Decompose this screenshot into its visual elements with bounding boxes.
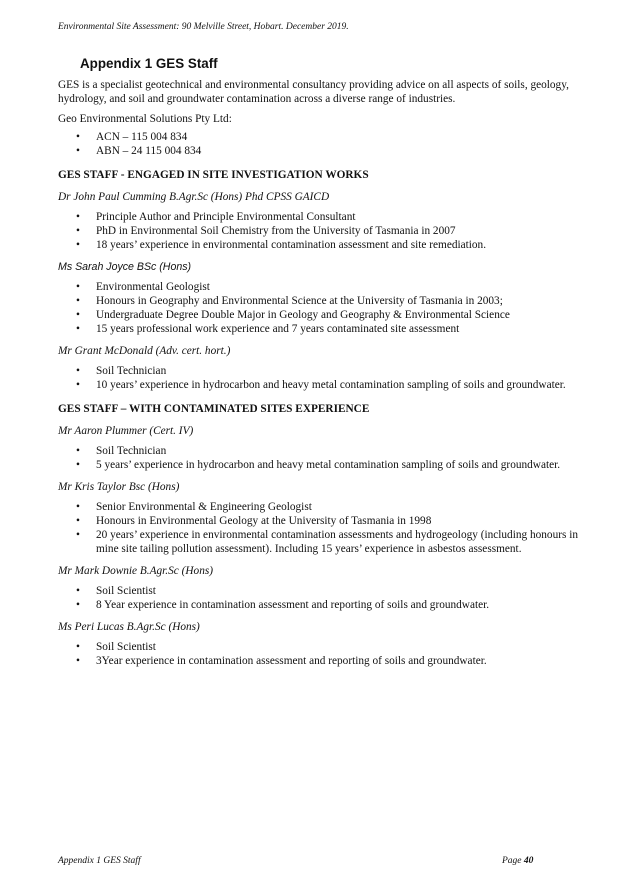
abn-item: • ABN – 24 115 004 834 (58, 144, 588, 158)
staff-detail-item: • Honours in Geography and Environmental Science at the University of Tasmania in 2003; (58, 294, 588, 308)
section-heading: GES STAFF – WITH CONTAMINATED SITES EXPERIENCE (58, 403, 370, 415)
document-body (58, 78, 588, 668)
staff-name: Mr Kris Taylor Bsc (Hons) (58, 481, 180, 493)
staff-detail-item: • Soil Scientist (58, 584, 588, 598)
section-heading: GES STAFF - ENGAGED IN SITE INVESTIGATION WORKS (58, 169, 369, 181)
page-number (502, 856, 533, 866)
staff-detail-item: • Soil Technician (58, 364, 588, 378)
staff-entry (58, 344, 588, 392)
staff-entry (58, 564, 588, 612)
staff-detail-item: • 5 years’ experience in hydrocarbon and heavy metal contamination sampling of soils and groundwater. (58, 458, 588, 472)
page-number-value: 40 (523, 856, 534, 866)
staff-detail-item: • Soil Scientist (58, 640, 588, 654)
staff-name: Mr Mark Downie B.Agr.Sc (Hons) (58, 565, 213, 577)
staff-entry (58, 424, 588, 472)
staff-name: Ms Sarah Joyce BSc (Hons) (58, 261, 192, 273)
staff-details-list (58, 280, 588, 336)
staff-name: Ms Peri Lucas B.Agr.Sc (Hons) (58, 621, 200, 633)
staff-name: Mr Grant McDonald (Adv. cert. hort.) (58, 345, 231, 357)
staff-details-list (58, 210, 588, 252)
staff-details-list (58, 640, 588, 668)
staff-detail-item: • Soil Technician (58, 444, 588, 458)
staff-detail-item: • Senior Environmental & Engineering Geologist (58, 500, 588, 514)
staff-detail-item: • Principle Author and Principle Environmental Consultant (58, 210, 588, 224)
intro-paragraph: GES is a specialist geotechnical and environmental consultancy providing advice on all aspects of soils, geology, hydrology, and soil and groundwater contamination across a diverse range of industries. (58, 79, 569, 105)
staff-detail-item: • 10 years’ experience in hydrocarbon and heavy metal contamination sampling of soils and groundwater. (58, 378, 588, 392)
staff-entry (58, 190, 588, 252)
staff-entry (58, 260, 588, 336)
staff-details-list (58, 364, 588, 392)
staff-detail-item: • 15 years professional work experience and 7 years contaminated site assessment (58, 322, 588, 336)
footer-title: Appendix 1 GES Staff (58, 856, 141, 866)
running-header: Environmental Site Assessment: 90 Melville Street, Hobart. December 2019. (58, 22, 349, 32)
staff-details-list (58, 584, 588, 612)
staff-name: Mr Aaron Plummer (Cert. IV) (58, 425, 194, 437)
acn-item: • ACN – 115 004 834 (58, 130, 588, 144)
staff-entry (58, 620, 588, 668)
company-id-list (58, 130, 588, 158)
staff-detail-item: • PhD in Environmental Soil Chemistry from the University of Tasmania in 2007 (58, 224, 588, 238)
staff-detail-item: • 8 Year experience in contamination assessment and reporting of soils and groundwater. (58, 598, 588, 612)
page-title: Appendix 1 GES Staff (80, 56, 218, 71)
staff-detail-item: • 20 years’ experience in environmental contamination assessments and hydrogeology (including honours in mine site tailing pollution assessment). Including 15 years’ experience in asbestos assessment. (58, 528, 588, 556)
staff-detail-item: • 3Year experience in contamination assessment and reporting of soils and groundwater. (58, 654, 588, 668)
staff-detail-item: • Undergraduate Degree Double Major in Geology and Geography & Environmental Science (58, 308, 588, 322)
company-name: Geo Environmental Solutions Pty Ltd: (58, 113, 232, 125)
staff-details-list (58, 444, 588, 472)
staff-detail-item: • Honours in Environmental Geology at the University of Tasmania in 1998 (58, 514, 588, 528)
staff-name: Dr John Paul Cumming B.Agr.Sc (Hons) Phd CPSS GAICD (58, 191, 330, 203)
staff-entry (58, 480, 588, 556)
staff-details-list (58, 500, 588, 556)
page-label: Page (502, 856, 522, 866)
staff-sections (58, 168, 588, 668)
staff-detail-item: • 18 years’ experience in environmental contamination assessment and site remediation. (58, 238, 588, 252)
staff-detail-item: • Environmental Geologist (58, 280, 588, 294)
